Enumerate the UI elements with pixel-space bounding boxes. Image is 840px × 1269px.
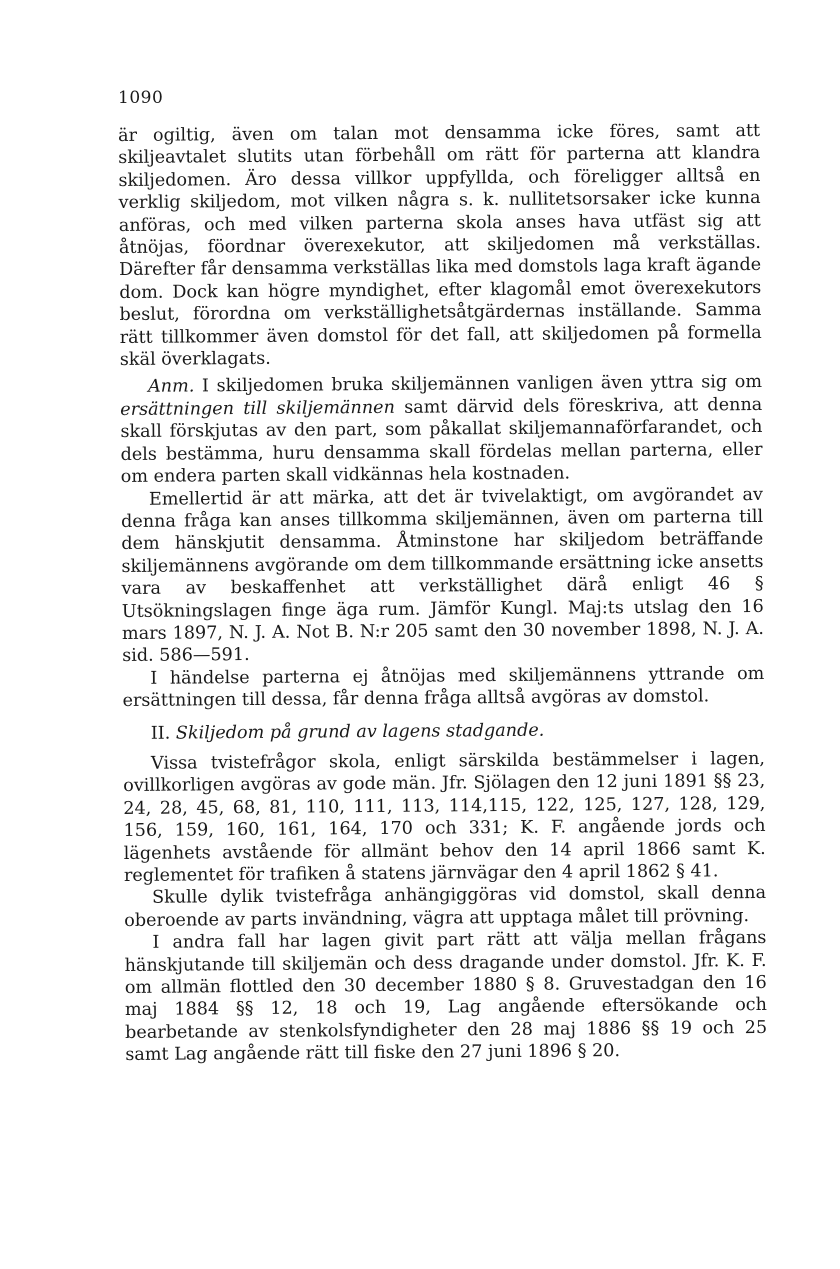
annotation-paragraph bbox=[120, 371, 763, 488]
paragraph-7: I andra fall har lagen givit part rätt att välja mellan frågans hänskjutande till skiljemän och dess dragande under domstol. Jfr. K. F. om allmän flottled den 30 december 1880 § 8. Gruvestadgan den 16 maj 1884 §§ 12, 18 och 19, Lag angående eftersökande och bearbetande av stenkolsfyndigheter den 28 maj 1886 §§ 19 och 25 samt Lag angående rätt till fiske den 27 juni 1896 § 20. bbox=[124, 928, 768, 1066]
section-title: Skiljedom på grund av lagens stadgande. bbox=[175, 720, 545, 744]
annotation-label: Anm. bbox=[147, 376, 195, 398]
annotation-emphasis: ersättningen till skiljemännen bbox=[120, 397, 395, 420]
paragraph-6: Skulle dylik tvistefråga anhängiggöras vid domstol, skall denna oberoende av parts invändning, vägra att upptaga målet till prövning. bbox=[124, 883, 767, 931]
page-number: 1090 bbox=[118, 88, 164, 108]
paragraph-3: Emellertid är att märka, att det är tvivelaktigt, om avgörandet av denna fråga kan anses tillkomma skiljemännen, även om parterna till dem hänskjutit densamma. Åtminstone har skiljedom beträffande skiljemännens avgörande om dem tillkommande ersättning icke ansetts vara av beskaffenhet att verkställighet därå enligt 46 § Utsökningslagen finge äga rum. Jämför Kungl. Maj:ts utslag den 16 mars 1897, N. J. A. Not B. N:r 205 samt den 30 november 1898, N. J. A. sid. 586—591. bbox=[121, 484, 765, 667]
paragraph-1: är ogiltig, även om talan mot densamma icke föres, samt att skiljeavtalet slutits utan förbehåll om rätt för parterna att klandra skiljedomen. Äro dessa villkor uppfyllda, och föreligger alltså en verklig skiljedom, mot vilken några s. k. nullitetsorsaker icke kunna anföras, och med vilken parterna skola anses hava utfäst sig att åtnöjas, föordnar överexekutor, att skiljedomen må verkställas. Därefter får densamma verkställas lika med domstols laga kraft ägande dom. Dock kan högre myndighet, efter klagomål emot överexekutors beslut, förordna om verkställighetsåtgärdernas inställande. Samma rätt tillkommer även domstol för det fall, att skiljedomen på formella skäl överklagats. bbox=[118, 120, 762, 371]
annotation-text-a: I skiljedomen bruka skiljemännen vanligen även yttra sig om bbox=[201, 372, 763, 397]
section-number: II. bbox=[150, 723, 171, 744]
paragraph-5: Vissa tvistefrågor skola, enligt särskilda bestämmelser i lagen, ovillkorligen avgöras av gode män. Jfr. Sjölagen den 12 juni 1891 §§ 23, 24, 28, 45, 68, 81, 110, 111, 113, 114,115, 122, 125, 127, 128, 129, 156, 159, 160, 161, 164, 170 och 331; K. F. angående jords och lägenhets avstående för allmänt behov den 14 april 1866 samt K. reglementet för trafiken å statens järnvägar den 4 april 1862 § 41. bbox=[123, 748, 766, 886]
annotation-text-b: samt därvid dels föreskriva, att denna skall förskjutas av den part, som påkallat skiljemannaförfarandet, och dels bestämma, huru densamma skall fördelas mellan parterna, eller om endera parten skall vidkännas hela kostnaden. bbox=[120, 394, 763, 488]
section-heading bbox=[123, 718, 765, 745]
paragraph-4: I händelse parterna ej åtnöjas med skiljemännens yttrande om ersättningen till dessa, får denna fråga alltså avgöras av domstol. bbox=[122, 663, 765, 712]
page-body bbox=[118, 120, 767, 1067]
